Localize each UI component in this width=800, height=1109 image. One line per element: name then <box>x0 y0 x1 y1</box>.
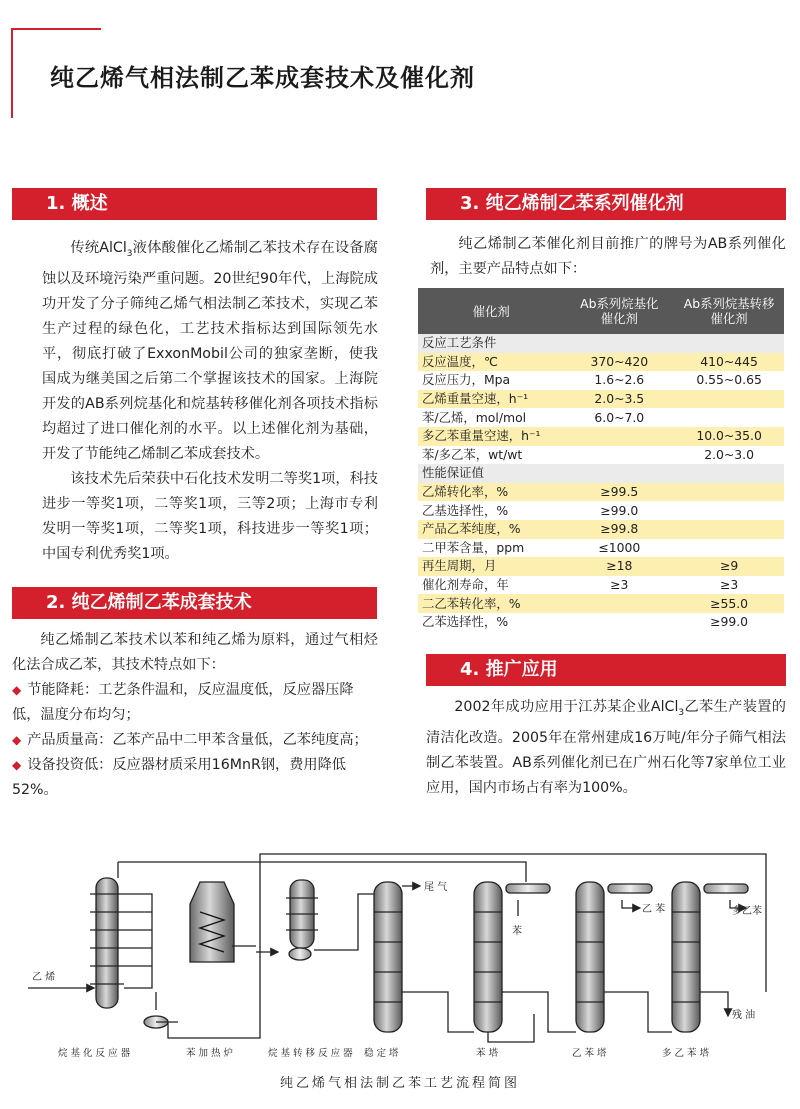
table-cell-transalkylation <box>674 539 784 558</box>
table-row <box>418 464 784 483</box>
table-cell-transalkylation <box>674 334 784 353</box>
flow-label-benzene: 苯 <box>512 926 522 937</box>
table-cell-alkylation <box>564 427 674 446</box>
table-cell-transalkylation <box>674 408 784 427</box>
table-cell-parameter: 再生周期，月 <box>418 557 564 576</box>
section-2-intro: 纯乙烯制乙苯技术以苯和纯乙烯为原料，通过气相烃化法合成乙苯，其技术特点如下： <box>12 632 378 673</box>
section-2-intro-block <box>12 628 378 678</box>
table-cell-parameter: 乙基选择性，% <box>418 501 564 520</box>
table-header-catalyst: 催化剂 <box>418 288 564 334</box>
table-cell-alkylation <box>564 594 674 613</box>
table-cell-transalkylation <box>674 464 784 483</box>
unit-label-polyethylbenzene-column: 多 乙 苯 塔 <box>662 1048 710 1059</box>
catalyst-table <box>418 288 784 632</box>
corner-decoration-horizontal <box>11 28 101 30</box>
stabilizer-column <box>374 882 402 1032</box>
ethylbenzene-column <box>576 882 604 1032</box>
page-title: 纯乙烯气相法制乙苯成套技术及催化剂 <box>50 64 475 92</box>
table-row <box>418 613 784 632</box>
table-cell-transalkylation <box>674 483 784 502</box>
s4-subscript: 3 <box>678 707 685 718</box>
table-cell-parameter: 二甲苯含量，ppm <box>418 539 564 558</box>
table-cell-transalkylation <box>674 501 784 520</box>
table-row <box>418 408 784 427</box>
flow-label-tail-gas: 尾 气 <box>424 882 448 893</box>
section-1-body <box>42 236 378 567</box>
para1-part-b: 液体酸催化乙烯制乙苯技术存在设备腐蚀以及环境污染严重问题。20世纪90年代，上海院成功开发了分子筛纯乙烯气相法制乙苯技术，实现乙苯生产过程的绿色化，工艺技术指标达到国际领先水平，彻底打破了ExxonMobil公司的独家垄断，使我国成为继美国之后第二个掌握该技术的国家。上海院开发的AB系列烷基化和烷基转移催化剂各项技术指标均超过了进口催化剂的水平。以上述催化剂为基础，开发了节能纯乙烯制乙苯成套技术。 <box>42 240 378 462</box>
section-2-bullets <box>12 678 378 803</box>
table-cell-parameter: 催化剂寿命，年 <box>418 576 564 595</box>
section-1-paragraph-1 <box>42 236 378 467</box>
table-cell-parameter: 性能保证值 <box>418 464 564 483</box>
table-cell-transalkylation <box>674 390 784 409</box>
table-header-transalkylation: Ab系列烷基转移 催化剂 <box>674 288 784 334</box>
benzene-heater <box>190 882 234 962</box>
para1-part-a: 传统AlCl <box>70 240 127 256</box>
table-cell-alkylation: ≥99.0 <box>564 501 674 520</box>
section-3-intro: 纯乙烯制乙苯催化剂目前推广的牌号为AB系列催化剂，主要产品特点如下： <box>430 236 786 277</box>
table-cell-alkylation: 2.0~3.5 <box>564 390 674 409</box>
s4-part-b: 乙苯生产装置的清洁化改造。2005年在常州建成16万吨/年分子筛气相法制乙苯装置。AB系列催化剂已在广州石化等7家单位工业应用，国内市场占有率为100%。 <box>426 699 786 796</box>
diagram-caption: 纯乙烯气相法制乙苯工艺流程简图 <box>279 1076 520 1091</box>
table-row <box>418 483 784 502</box>
table-cell-alkylation: ≤1000 <box>564 539 674 558</box>
bullet-item <box>12 678 378 728</box>
table-cell-alkylation: 370~420 <box>564 353 674 372</box>
s4-part-a: 2002年成功应用于江苏某企业AlCl <box>454 699 679 715</box>
unit-label-benzene-heater: 苯 加 热 炉 <box>186 1048 234 1059</box>
section-2-heading: 2. 纯乙烯制乙苯成套技术 <box>12 587 377 619</box>
table-row <box>418 334 784 353</box>
unit-label-benzene-column: 苯 塔 <box>476 1048 499 1059</box>
table-cell-alkylation: ≥99.8 <box>564 520 674 539</box>
section-4-heading: 4. 推广应用 <box>426 654 786 686</box>
section-4-paragraph <box>426 695 786 801</box>
diamond-bullet-icon: ◆ <box>12 683 22 697</box>
table-cell-alkylation <box>564 613 674 632</box>
table-cell-parameter: 反应压力，Mpa <box>418 371 564 390</box>
table-cell-parameter: 乙烯重量空速，h⁻¹ <box>418 390 564 409</box>
table-cell-alkylation <box>564 464 674 483</box>
section-4-body <box>426 695 786 801</box>
table-cell-alkylation: ≥3 <box>564 576 674 595</box>
table-cell-transalkylation: 0.55~0.65 <box>674 371 784 390</box>
table-cell-transalkylation: 10.0~35.0 <box>674 427 784 446</box>
table-cell-alkylation: ≥18 <box>564 557 674 576</box>
flow-label-residue: 残 油 <box>732 1010 756 1021</box>
polyethylbenzene-column <box>672 882 700 1032</box>
diamond-bullet-icon: ◆ <box>12 733 22 747</box>
table-cell-parameter: 乙苯选择性，% <box>418 613 564 632</box>
flow-label-polyethylbenzene: 多乙苯 <box>732 906 762 917</box>
bullet-text: 设备投资低：反应器材质采用16MnR钢，费用降低52%。 <box>12 757 346 798</box>
unit-label-ethylbenzene-column: 乙 苯 塔 <box>572 1048 607 1059</box>
table-row <box>418 539 784 558</box>
table-cell-alkylation: 1.6~2.6 <box>564 371 674 390</box>
table-cell-transalkylation: ≥3 <box>674 576 784 595</box>
section-1-heading: 1. 概述 <box>12 188 377 220</box>
table-cell-alkylation: ≥99.5 <box>564 483 674 502</box>
bullet-item <box>12 728 378 753</box>
table-cell-transalkylation: 2.0~3.0 <box>674 446 784 465</box>
table-cell-transalkylation: ≥55.0 <box>674 594 784 613</box>
table-row <box>418 371 784 390</box>
section-1-paragraph-2: 该技术先后荣获中石化技术发明二等奖1项，科技进步一等奖1项，二等奖1项，三等2项；上海市专利发明一等奖1项，二等奖1项，科技进步一等奖1项；中国专利优秀奖1项。 <box>42 470 378 562</box>
table-header-row <box>418 288 784 334</box>
corner-decoration-vertical <box>11 28 13 118</box>
table-cell-alkylation <box>564 446 674 465</box>
alkylation-reactor <box>96 878 118 1008</box>
table-cell-parameter: 苯/乙烯，mol/mol <box>418 408 564 427</box>
bullet-item <box>12 753 378 803</box>
table-cell-transalkylation: 410~445 <box>674 353 784 372</box>
section-3-intro-block <box>430 232 786 282</box>
table-row <box>418 501 784 520</box>
table-header-alkylation: Ab系列烷基化 催化剂 <box>564 288 674 334</box>
table-cell-parameter: 二乙苯转化率，% <box>418 594 564 613</box>
para1-subscript: 3 <box>126 248 133 259</box>
unit-label-stabilizer: 稳 定 塔 <box>364 1048 399 1059</box>
table-cell-parameter: 多乙苯重量空速，h⁻¹ <box>418 427 564 446</box>
table-cell-alkylation: 6.0~7.0 <box>564 408 674 427</box>
process-flow-diagram <box>28 842 778 1064</box>
unit-label-alkylation-reactor: 烷 基 化 反 应 器 <box>58 1048 131 1059</box>
table-row <box>418 557 784 576</box>
table-cell-alkylation <box>564 334 674 353</box>
table-cell-transalkylation: ≥9 <box>674 557 784 576</box>
table-cell-transalkylation <box>674 520 784 539</box>
section-3-heading: 3. 纯乙烯制乙苯系列催化剂 <box>426 188 786 220</box>
table-row <box>418 576 784 595</box>
table-cell-parameter: 反应温度，℃ <box>418 353 564 372</box>
table-cell-transalkylation: ≥99.0 <box>674 613 784 632</box>
table-row <box>418 520 784 539</box>
table-row <box>418 427 784 446</box>
table-row <box>418 353 784 372</box>
table-row <box>418 594 784 613</box>
table-cell-parameter: 苯/多乙苯，wt/wt <box>418 446 564 465</box>
bullet-text: 节能降耗：工艺条件温和，反应温度低，反应器压降低，温度分布均匀； <box>12 682 354 723</box>
table-cell-parameter: 产品乙苯纯度，% <box>418 520 564 539</box>
table-cell-parameter: 乙烯转化率，% <box>418 483 564 502</box>
flow-label-ethylbenzene: 乙 苯 <box>642 904 666 915</box>
table-cell-parameter: 反应工艺条件 <box>418 334 564 353</box>
bullet-text: 产品质量高：乙苯产品中二甲苯含量低，乙苯纯度高； <box>27 732 368 748</box>
diamond-bullet-icon: ◆ <box>12 758 22 772</box>
benzene-column <box>474 882 502 1032</box>
unit-label-transalkylation-reactor: 烷 基 转 移 反 应 器 <box>268 1048 353 1059</box>
flow-label-ethylene: 乙 烯 <box>32 972 56 983</box>
table-row <box>418 390 784 409</box>
table-row <box>418 446 784 465</box>
